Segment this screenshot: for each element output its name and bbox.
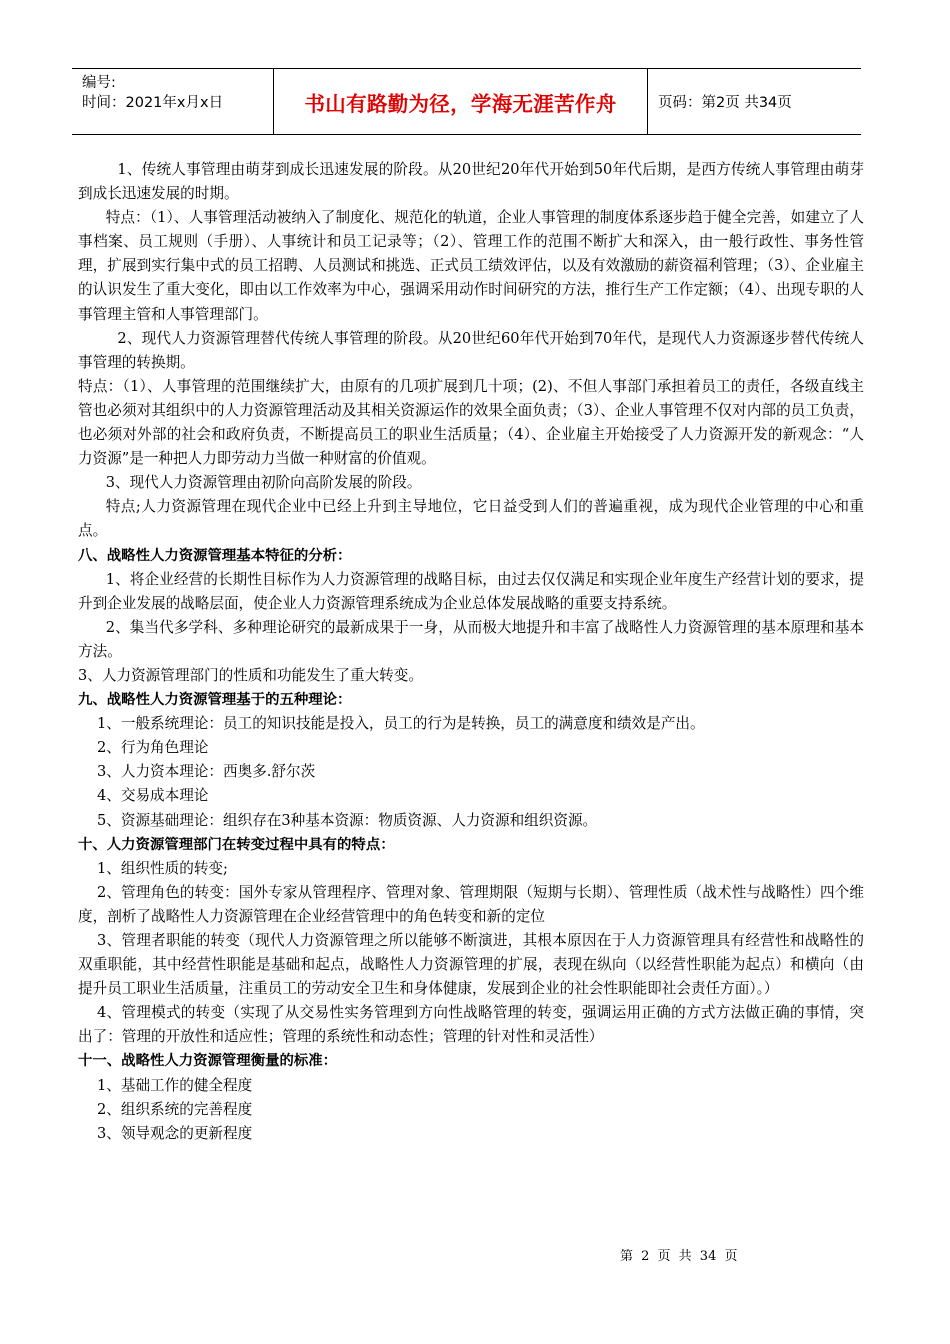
list-item: 4、交易成本理论 xyxy=(96,787,209,805)
paragraph: 特点;人力资源管理在现代企业中已经上升到主导地位，它日益受到人们的普遍重视，成为现代企业管理的中心和重点。 xyxy=(78,498,864,540)
document-number-label: 编号: xyxy=(82,75,116,91)
section-heading: 九、战略性人力资源管理基于的五种理论： xyxy=(78,692,352,709)
list-item: 2、管理角色的转变：国外专家从管理程序、管理对象、管理期限（短期与长期）、管理性质（战术性与战略性）四个维度，剖析了战略性人力资源管理在企业经营管理中的角色转变和新的定位 xyxy=(78,883,864,925)
paragraph: 3、人力资源管理部门的性质和功能发生了重大转变。 xyxy=(78,666,423,684)
paragraph: 3、现代人力资源管理由初阶向高阶发展的阶段。 xyxy=(105,474,422,492)
page-header xyxy=(72,68,861,135)
paragraph: 2、集当代多学科、多种理论研究的最新成果于一身，从而极大地提升和丰富了战略性人力资源管理的基本原理和基本方法。 xyxy=(78,618,864,660)
section-heading: 八、战略性人力资源管理基本特征的分析： xyxy=(78,547,352,564)
list-item: 4、管理模式的转变（实现了从交易性实务管理到方向性战略管理的转变，强调运用正确的方式方法做正确的事情，突出了：管理的开放性和适应性；管理的系统性和动态性；管理的针对性和灵活性） xyxy=(78,1004,864,1046)
list-item: 1、组织性质的转变; xyxy=(96,859,228,877)
section-heading: 十一、战略性人力资源管理衡量的标准： xyxy=(78,1053,338,1070)
header-page-info: 页码：第2页 共34页 xyxy=(658,95,792,111)
list-item: 5、资源基础理论：组织存在3种基本资源：物质资源、人力资源和组织资源。 xyxy=(96,811,598,829)
paragraph: 特点：（1）、人事管理活动被纳入了制度化、规范化的轨道，企业人事管理的制度体系逐步趋于健全完善，如建立了人事档案、员工规则（手册）、人事统计和员工记录等；（2）、管理工作的范围不断扩大和深入，由一般行政性、事务性管理，扩展到实行集中式的员工招聘、人员测试和挑选、正式员工绩效评估，以及有效激励的薪资福利管理；（3）、企业雇主的认识发生了重大变化，即由以工作效率为中心，强调采用动作时间研究的方法，推行生产工作定额；（4）、出现专职的人事管理主管和人事管理部门。 xyxy=(78,209,864,323)
paragraph: 1、将企业经营的长期性目标作为人力资源管理的战略目标，由过去仅仅满足和实现企业年度生产经营计划的要求，提升到企业发展的战略层面，使企业人力资源管理系统成为企业总体发展战略的重要支持系统。 xyxy=(78,570,864,612)
list-item: 1、基础工作的健全程度 xyxy=(96,1076,253,1094)
list-item: 1、一般系统理论：员工的知识技能是投入，员工的行为是转换，员工的满意度和绩效是产出。 xyxy=(96,715,705,733)
page-footer: 第 2 页 共 34 页 xyxy=(620,1249,738,1264)
section-heading: 十、人力资源管理部门在转变过程中具有的特点： xyxy=(78,836,395,853)
document-time-label: 时间：2021年x月x日 xyxy=(82,95,224,111)
list-item: 2、行为角色理论 xyxy=(96,739,209,757)
document-body xyxy=(78,158,864,1146)
header-motto: 书山有路勤为径，学海无涯苦作舟 xyxy=(273,69,648,134)
list-item: 2、组织系统的完善程度 xyxy=(96,1100,253,1118)
list-item: 3、领导观念的更新程度 xyxy=(96,1124,253,1142)
list-item: 3、人力资本理论：西奥多.舒尔茨 xyxy=(96,763,316,781)
paragraph: 1、传统人事管理由萌芽到成长迅速发展的阶段。从20世纪20年代开始到50年代后期，是西方传统人事管理由萌芽到成长迅速发展的时期。 xyxy=(78,161,864,203)
header-meta xyxy=(72,69,273,134)
paragraph: 2、现代人力资源管理替代传统人事管理的阶段。从20世纪60年代开始到70年代，是现代人力资源逐步替代传统人事管理的转换期。 xyxy=(78,329,864,371)
paragraph: 特点：（1）、人事管理的范围继续扩大，由原有的几项扩展到几十项；(2)、不但人事部门承担着员工的责任，各级直线主管也必须对其组织中的人力资源管理活动及其相关资源运作的效果全面负责；（3）、企业人事管理不仅对内部的员工负责，也必须对外部的社会和政府负责，不断提高员工的职业生活质量；（4）、企业雇主开始接受了人力资源开发的新观念：“人力资源”是一种把人力即劳动力当做一种财富的价值观。 xyxy=(78,377,864,468)
list-item: 3、管理者职能的转变（现代人力资源管理之所以能够不断演进，其根本原因在于人力资源管理具有经营性和战略性的双重职能，其中经营性职能是基础和起点，战略性人力资源管理的扩展，表现在纵向（以经营性职能为起点）和横向（由提升员工职业生活质量，注重员工的劳动安全卫生和身体健康，发展到企业的社会性职能即社会责任方面）。） xyxy=(78,932,864,998)
